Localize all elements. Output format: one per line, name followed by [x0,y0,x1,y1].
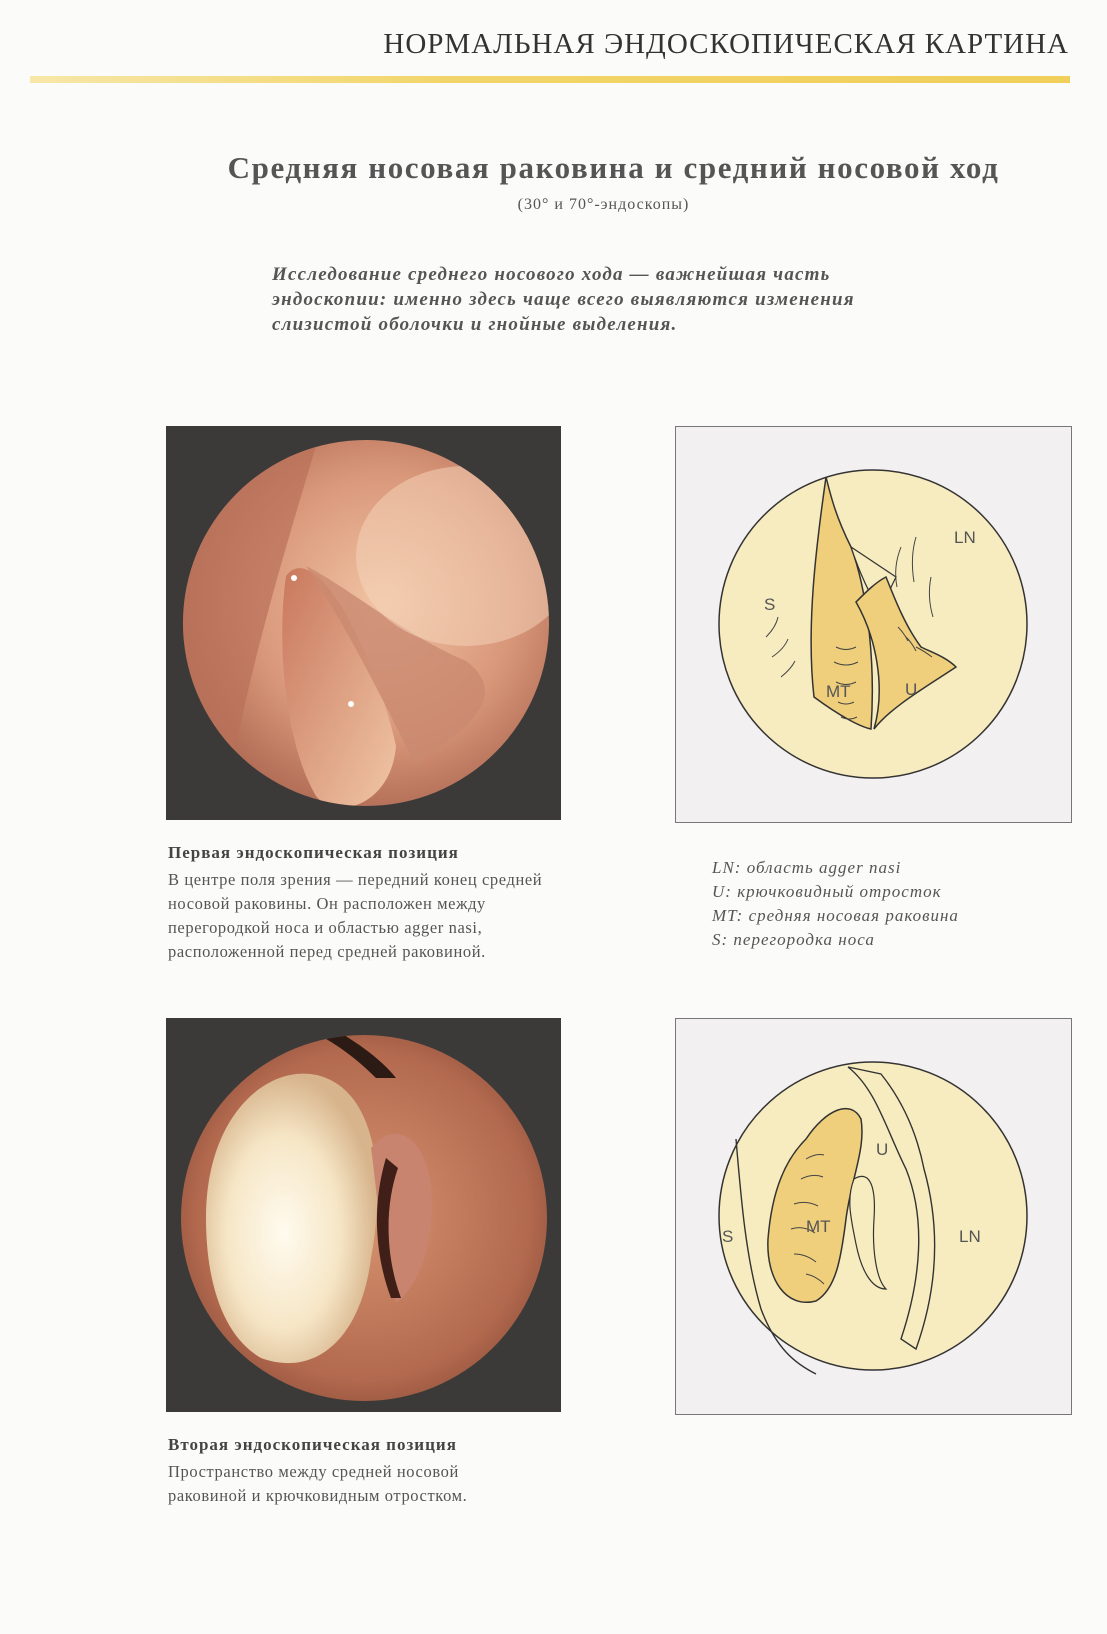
page-subtitle: (30° и 70°-эндоскопы) [517,196,690,213]
schematic-diagram-2 [675,1018,1072,1415]
schematic-diagram-1 [675,426,1072,823]
diagram2-label-mt: MT [806,1217,831,1236]
diagram2-label-u: U [876,1140,889,1159]
figure1-caption-text: В центре поля зрения — передний конец средней носовой раковины. Он расположен между перегородкой носа и областью agger nasi, расположенной перед средней раковиной. [168,870,543,961]
header-rule [30,76,1070,83]
legend-item-u: U: крючковидный отросток [712,882,942,901]
figure1-legend [712,856,1072,952]
figure2-caption-heading: Вторая эндоскопическая позиция [168,1435,457,1454]
diagram1-label-u: U [905,680,918,699]
diagram1-label-ln: LN [954,528,976,547]
diagram2-label-ln: LN [959,1227,981,1246]
legend-item-mt: MT: средняя носовая раковина [712,906,959,925]
figure2-caption-text: Пространство между средней носовой раковиной и крючковидным отростком. [168,1462,468,1505]
running-header: НОРМАЛЬНАЯ ЭНДОСКОПИЧЕСКАЯ КАРТИНА [383,28,1069,60]
intro-text: Исследование среднего носового хода — важнейшая часть эндоскопии: именно здесь чаще всего выявляются изменения слизистой оболочки и гнойные выделения. [272,264,855,335]
diagram2-label-s: S [722,1227,734,1246]
figure1-caption-heading: Первая эндоскопическая позиция [168,843,459,862]
diagram1-label-s: S [764,595,776,614]
page-title: Средняя носовая раковина и средний носовой ход [227,150,1000,185]
legend-item-s: S: перегородка носа [712,930,875,949]
diagram1-label-mt: MT [826,682,851,701]
legend-item-ln: LN: область agger nasi [712,858,902,877]
endoscopic-photo-1 [166,426,561,820]
endoscopic-photo-2 [166,1018,561,1412]
